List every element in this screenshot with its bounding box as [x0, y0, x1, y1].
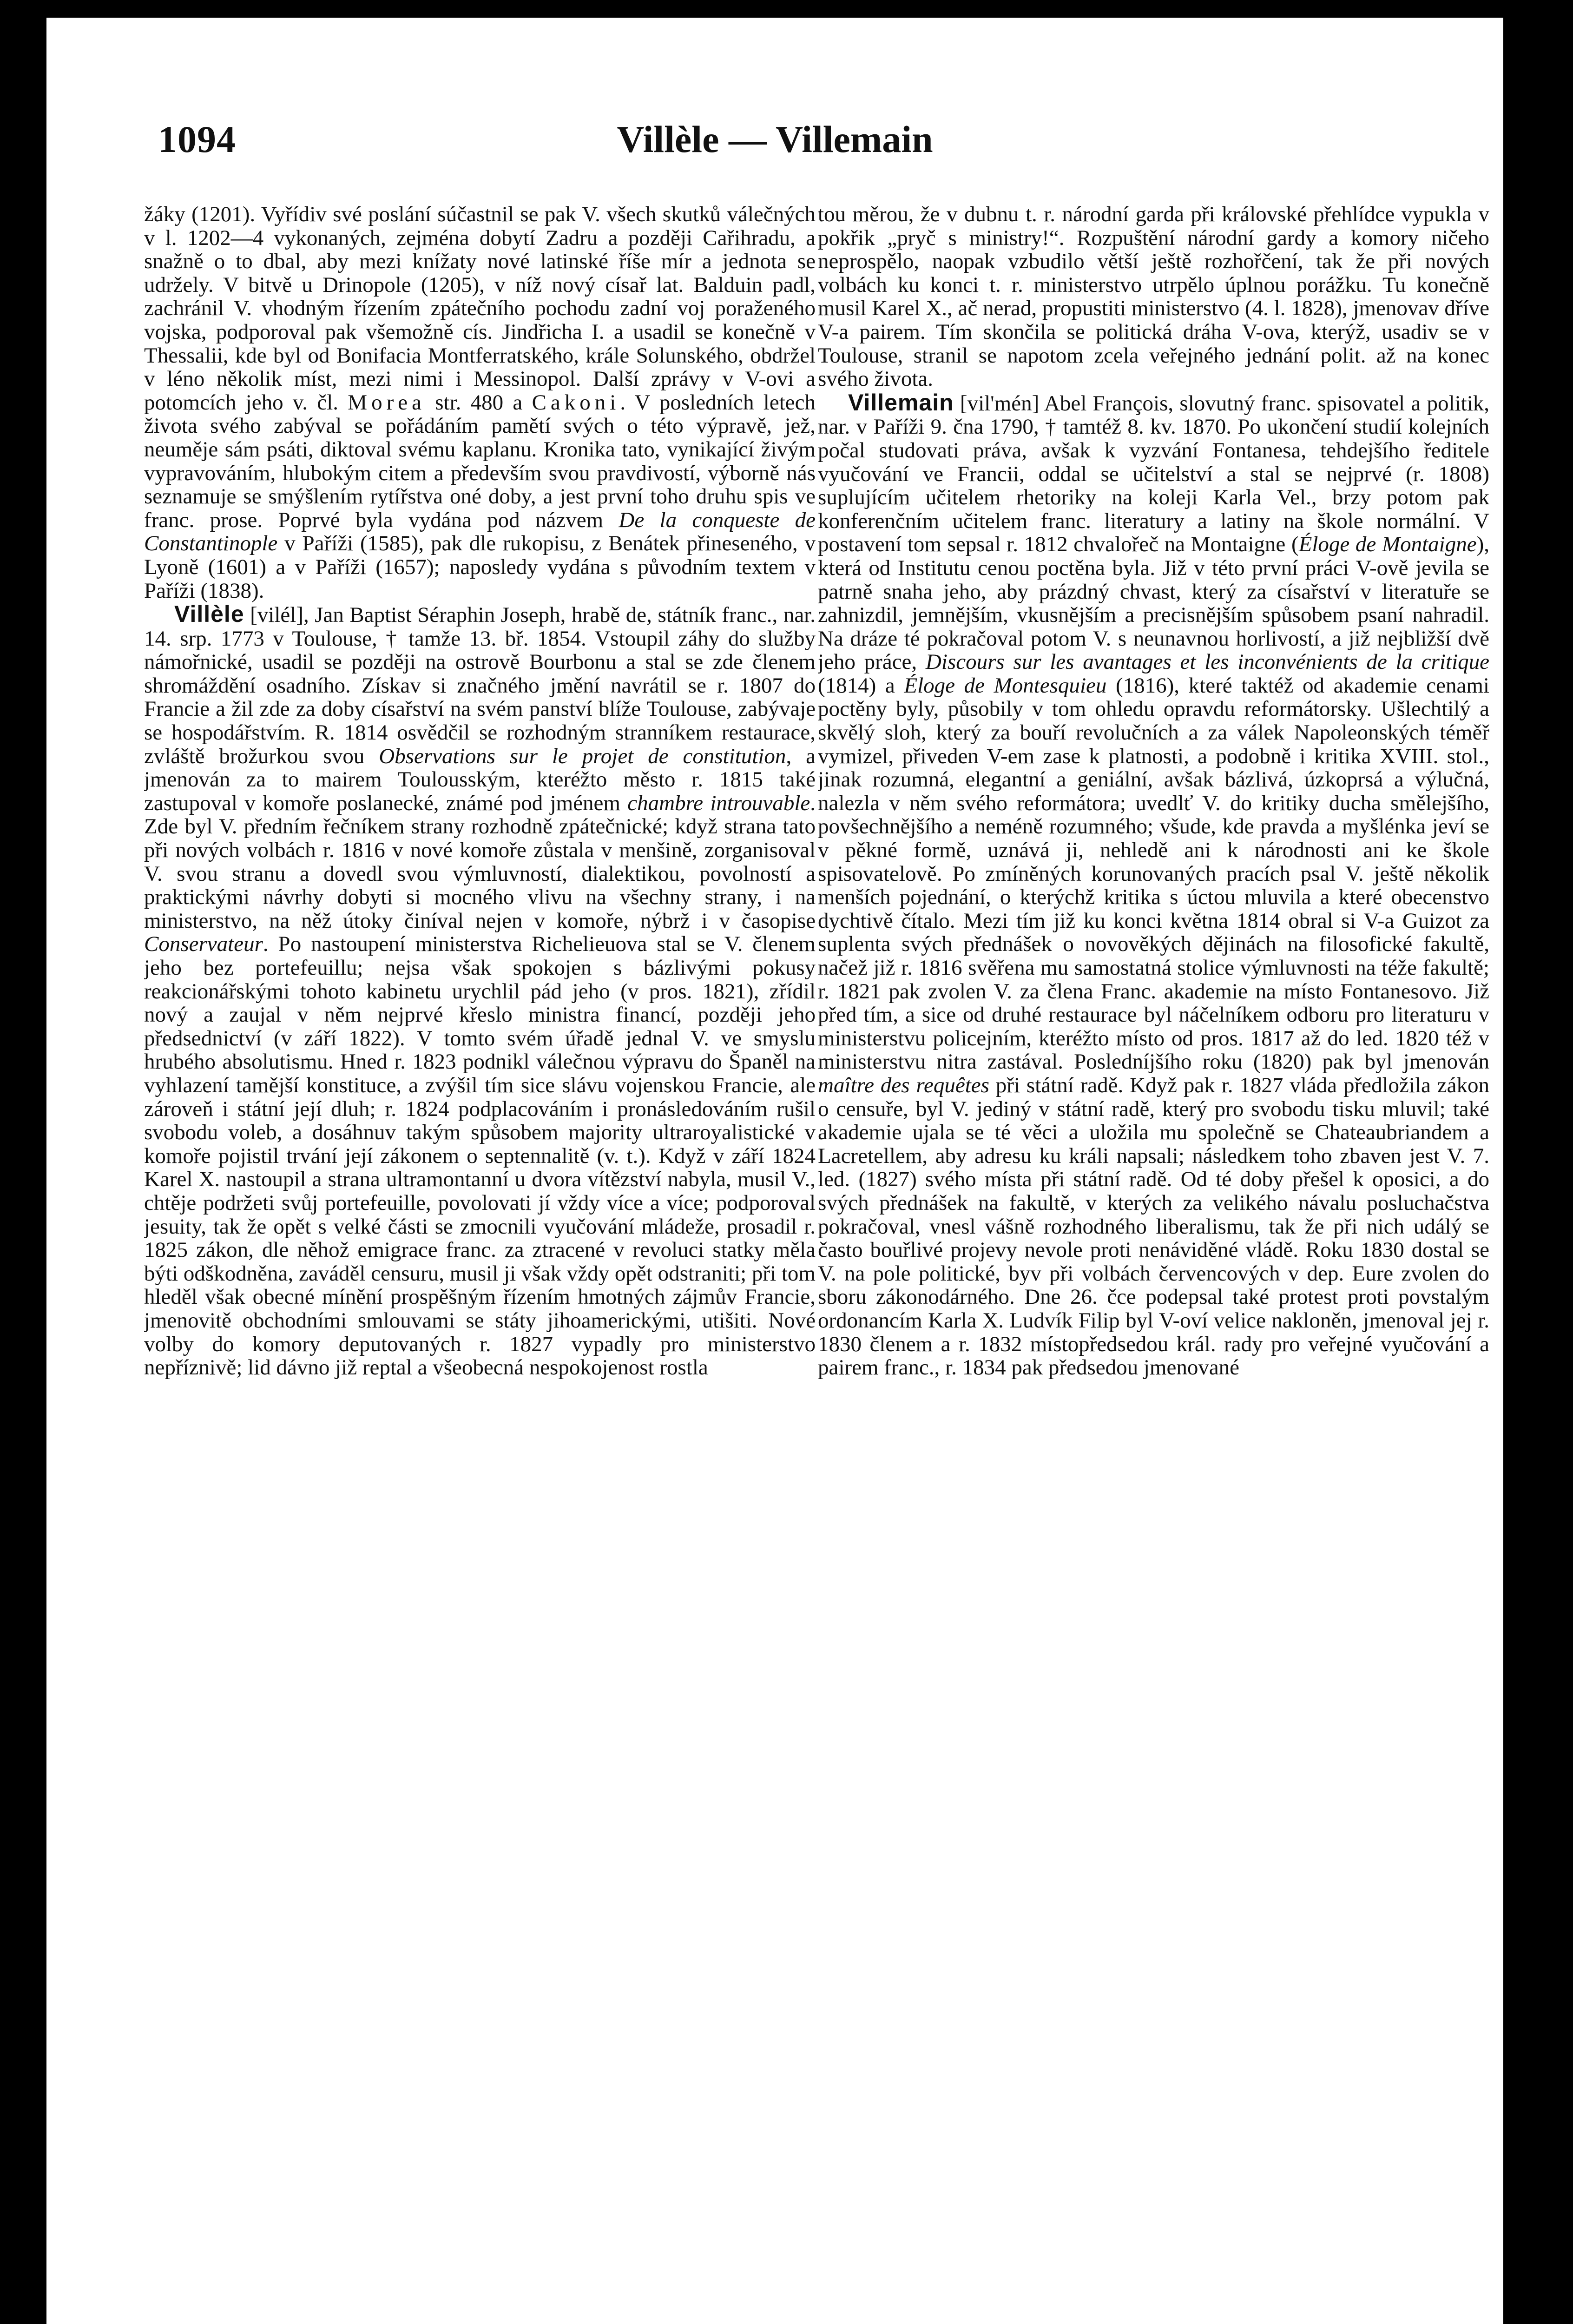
work-title: Conservateur	[144, 932, 263, 957]
text-run: žáky (1201). Vyřídiv své poslání súčastnil se pak V. všech skutků válečných v l. 1202—4 vykonaných, zejména dobytí Zadru a později Cařihradu, a snažně o to dbal, aby mezi knížaty nové latinské říše mír a jednota se udržely. V bitvě u Drinopole (1205), v níž nový císař lat. Balduin padl, zachránil V. vhodným řízením zpátečního pochodu zadní voj poraženého vojska, podporoval pak všemožně cís. Jindřicha I. a usadil se konečně v Thessalii, kde byl od Bonifacia Montferratského, krále Solunského, obdržel v léno několik míst, mezi nimi i Messinopol. Další zprávy v V-ovi a potomcích jeho v. čl.	[144, 203, 816, 415]
text-run: [vilél], Jan Baptist Séraphin Joseph, hrabě de, státník franc., nar. 14. srp. 1773 v Toulouse, † tamže 13. bř. 1854. Vstoupil záhy do služby námořnické, usadil se později na ostrově Bourbonu a stal se zde členem shromáždění osadního. Získav si značného jmění navrátil se r. 1807 do Francie a žil zde za doby císařství na svém panství blíže Toulouse, zabývaje se hospodářstvím. R. 1814 osvědčil se rozhodným stranníkem restaurace, zvláště brožurkou svou	[144, 603, 816, 768]
villele-continuation: tou měrou, že v dubnu t. r. národní garda při královské přehlídce vypukla v pokřik „pryč s ministry!“. Rozpuštění národní gardy a komory ničeho neprospělo, naopak vzbudilo větší ještě rozhořčení, tak že při nových volbách ku konci t. r. ministerstvo utrpělo úplnou porážku. Tu konečně musil Karel X., ač nerad, propustiti ministerstvo (4. l. 1828), jmenovav dříve V-a pairem. Tím skončila se politická dráha V-ova, kterýž, usadiv se v Toulouse, stranil se napotom zcela veřejného jednání polit. až na konec svého života.	[818, 203, 1489, 391]
text-run: (1816), které taktéž od akademie cenami poctěny byly, působily v tom ohledu opravdu reformátorsky. Ušlechtilý a skvělý sloh, který za bouří revolučních a za válek Napoleonských téměř vymizel, přiveden V-em zase k platnosti, a podobně i kritika XVIII. stol., jinak rozumná, elegantní a geniální, avšak bázlivá, úzkoprsá a výlučná, nalezla v něm svého reformátora; uvedlť V. do kritiky ducha smělejšího, povšechnějšího a neméně rozumného; všude, kde pravda a myšlénka jeví se v pěkné formě, uznává ji, nehledě ani k národnosti ani ke škole spisovatelově. Po zmíněných korunovaných pracích psal V. ještě několik menších pojednání, o kterýchž kritika s úctou mluvila a které obecenstvo dychtivě čítalo. Mezi tím již ku konci května 1814 obral si V-a Guizot za suplenta svých přednášek o novověkých dějinách na filosofické fakultě, načež již r. 1816 svěřena mu samostatná stolice výmluvnosti na téže fakultě; r. 1821 pak zvolen V. za člena Franc. akademie na místo Fontanesovo. Již před tím, a sice od druhé restaurace byl náčelníkem odboru pro literaturu v ministerstvu policejním, kteréžto místo od pros. 1817 až do led. 1820 též v ministerstvu nitra zastával. Posledníjšího roku (1820) pak byl jmenován	[818, 673, 1489, 1074]
term-italic: maître des requêtes	[818, 1073, 989, 1097]
villehardouin-continuation	[144, 203, 816, 602]
text-run: . V posledních letech života svého zabýval se pořádáním pamětí svých o této výpravě, jež, neuměje sám psáti, diktoval svému kaplanu. Kronika tato, vynikající živým vypravováním, hlubokým citem a především svou pravdivostí, výborně nás seznamuje se smýšlením rytířstva oné doby, a jest první toho druhu spis ve franc. prose. Poprvé byla vydána pod názvem	[144, 390, 816, 532]
running-title: Villèle — Villemain	[617, 118, 933, 160]
cross-ref-morea: Morea	[348, 390, 426, 415]
work-title: Observations sur le projet de constitution	[379, 744, 786, 768]
work-title: De la conqueste de Constantinople	[144, 508, 816, 556]
entry-headword-villele: Villèle	[174, 601, 244, 627]
term-italic: chambre introuvable	[627, 791, 810, 815]
text-run: ), která od Institutu cenou poctěna byla. Již v této první práci V-ově jevila se patrně snaha jeho, aby prázdný chvast, který za císařství v literatuře se zahnizdil, jemnějším, vkusnějším a precisnějším spůsobem psaní nahradil. Na dráze té pokračoval potom V. s neunavnou horlivostí, a již nejbližší dvě jeho práce,	[818, 532, 1489, 674]
work-title: Éloge de Montaigne	[1298, 532, 1477, 557]
page-number: 1094	[158, 118, 236, 160]
book-page	[46, 18, 1503, 2324]
entry-villemain	[818, 391, 1489, 1380]
right-column	[818, 203, 1489, 2324]
text-run: , a jmenován za to mairem Toulousským, kteréžto město r. 1815 také zastupoval v komoře poslanecké, známé pod jménem	[144, 744, 816, 815]
text-run: [vil'mén] Abel François, slovutný franc. spisovatel a politik, nar. v Paříži 9. čna 1790, † tamtéž 8. kv. 1870. Po ukončení studií kolejních počal studovati práva, avšak k vyzvání Fontanesa, tehdejšího ředitele vyučování ve Francii, oddal se učitelství a stal se nejprvé (r. 1808) suplujícím učitelem rhetoriky na koleji Karla Vel., brzy potom pak konferenčním učitelem franc. literatury a latiny na škole normální. V postavení tom sepsal r. 1812 chvalořeč na Montaigne (	[818, 391, 1489, 557]
text-run: při státní radě. Když pak r. 1827 vláda předložila zákon o censuře, byl V. jediný v státní radě, který pro svobodu tisku mluvil; také akademie ujala se té věci a uložila mu společně se Chateaubriandem a Lacretellem, aby adresu ku králi napsali; následkem toho zbaven jest V. 7. led. (1827) svého místa při státní radě. Od té doby přešel k oposici, a do svých přednášek na fakultě, v kterých za velikého návalu posluchačstva pokračoval, vnesl vášně rozhodného liberalismu, tak že při nich událý se často bouřlivé projevy nevole proti nenáviděné vládě. Roku 1830 dostal se V. na pole politické, byv při volbách červencových v dep. Eure zvolen do sboru zákonodárného. Dne 26. čce podepsal také protest proti povstalým ordonancím Karla X. Ludvík Filip byl V-oví velice nakloněn, jmenoval jej r. 1830 členem a r. 1832 místopředsedou král. rady pro veřejné vyučování a pairem franc., r. 1834 pak předsedou jmenované	[818, 1073, 1489, 1380]
text-run: . Po nastoupení ministerstva Richelieuova stal se V. členem jeho bez portefeuillu; nejsa však spokojen s bázlivými pokusy reakcionářskými tohoto kabinetu urychlil pád jeho (v pros. 1821), zřídil nový a zaujal v něm nejprvé křeslo ministra financí, později jeho předsednictví (v září 1822). V tomto svém úřadě jednal V. ve smyslu hrubého absolutismu. Hned r. 1823 podnikl válečnou výpravu do Španěl na vyhlazení tamější konstituce, a zvýšil tím sice slávu vojenskou Francie, ale zároveň i státní její dluh; r. 1824 podplacováním i pronásledováním rušil svobodu voleb, a dosáhnuv takým spůsobem majority ultraroyalistické v komoře pojistil trvání její zákonem o septennalitě (v. t.). Když v září 1824 Karel X. nastoupil a strana ultramontanní u dvora vítězství nabyla, musil V., chtěje podržeti svůj portefeuille, povolovati jí vždy více a více; podporoval jesuity, tak že opět s velké části se zmocnili vyučování mládeže, prosadil r. 1825 zákon, dle něhož emigrace franc. za ztracené v revoluci statky měla býti odškodněna, zaváděl censuru, musil ji však vždy opět odstraniti; při tom hleděl však obecné mínění prospěšným řízením hmotných zájmův Francie, jmenovitě obchodními smlouvami se státy jihoamerickými, utišiti. Nové volby do komory deputovaných r. 1827 vypadly pro ministerstvo nepříznivě; lid dávno již reptal a všeobecná nespokojenost rostla	[144, 932, 816, 1380]
entry-villele	[144, 602, 816, 1380]
entry-headword-villemain: Villemain	[848, 389, 954, 416]
text-run: (1814) a	[818, 673, 904, 698]
work-title: Discours sur les avantages et les inconvénients de la critique	[925, 650, 1489, 674]
cross-ref-cakoni: Cakoni	[532, 390, 620, 415]
work-title: Éloge de Montesquieu	[904, 673, 1107, 698]
left-column	[144, 203, 816, 2324]
text-run: v Paříži (1585), pak dle rukopisu, z Benátek přineseného, v Lyoně (1601) a v Paříži (1657); naposledy vydána s původním textem v Paříži (1838).	[144, 531, 816, 603]
text-run: str. 480 a	[425, 390, 532, 415]
page-header	[46, 18, 1503, 194]
text-run: . Zde byl V. předním řečníkem strany rozhodně zpátečnické; když strana tato při nových volbách r. 1816 v nové komoře zůstala v menšině, zorganisoval V. svou stranu a dovedl svou výmluvností, dialektikou, povolností a praktickými návrhy dobyti si mocného vlivu na všechny strany, i na ministerstvo, na něž útoky činíval nejen v komoře, nýbrž i v časopise	[144, 791, 816, 933]
